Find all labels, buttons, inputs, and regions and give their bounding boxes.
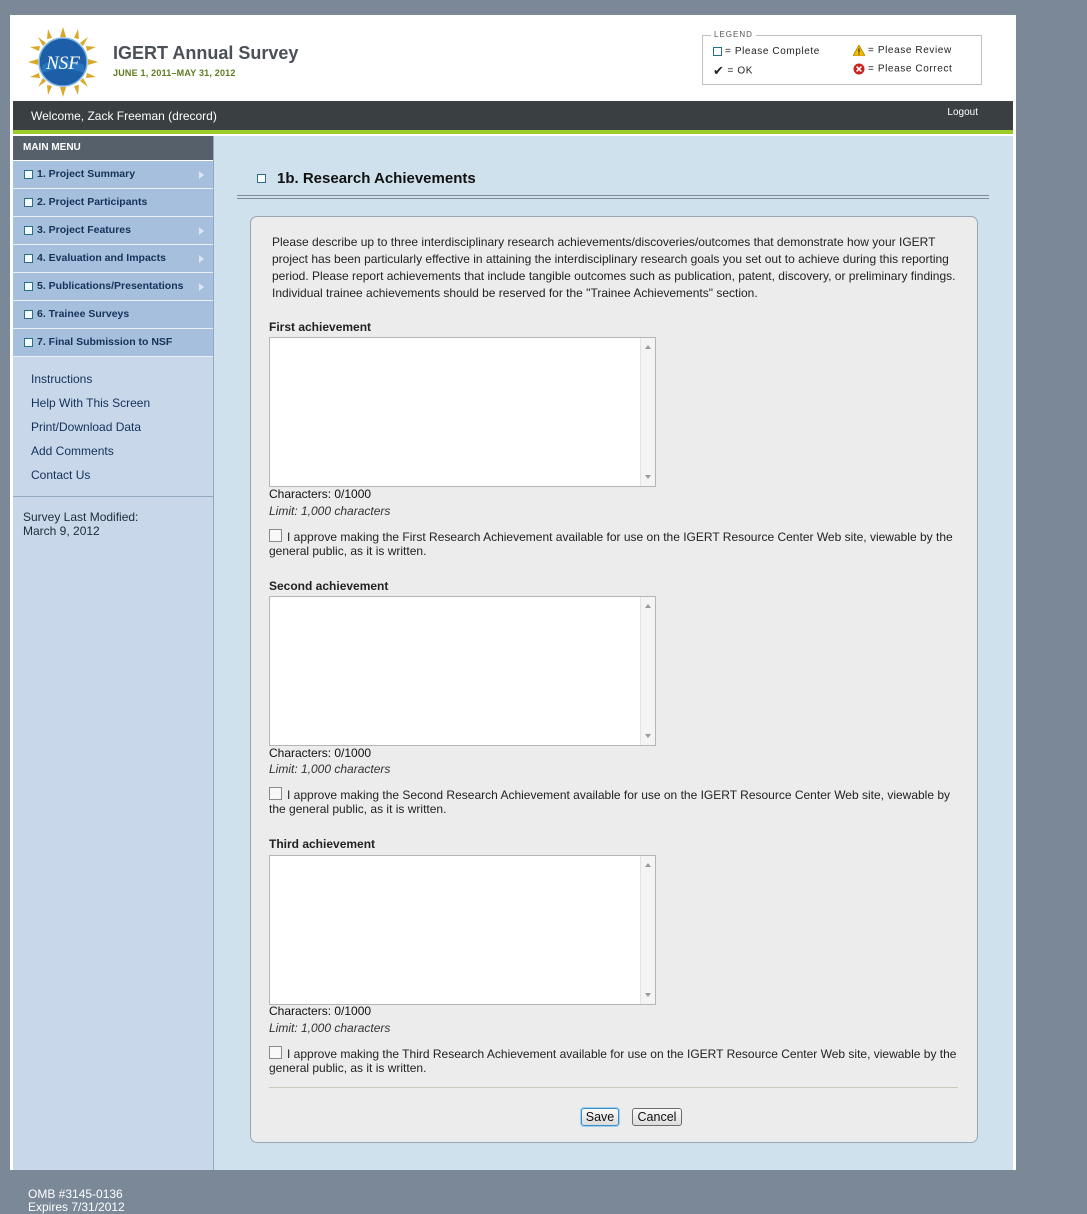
welcome-bar	[13, 101, 1013, 134]
scroll-down-icon[interactable]	[645, 475, 651, 479]
second-approve-checkbox[interactable]	[269, 787, 282, 800]
first-approve-label: I approve making the First Research Achievement available for use on the IGERT Resource Center Web site, viewable by the general public, as it is written.	[269, 530, 953, 558]
page-title	[257, 170, 476, 187]
legend-ok	[713, 63, 753, 79]
status-box-icon	[257, 174, 266, 183]
form-panel	[250, 216, 978, 1143]
contact-us-link[interactable]: Contact Us	[31, 468, 91, 482]
scroll-up-icon[interactable]	[645, 863, 651, 867]
second-achievement-label: Second achievement	[269, 579, 389, 593]
arrow-right-icon	[199, 255, 204, 263]
expiration-date: Expires 7/31/2012	[28, 1200, 125, 1214]
status-box-icon	[24, 254, 33, 263]
scrollbar[interactable]	[640, 597, 655, 745]
page-title-text: 1b. Research Achievements	[277, 170, 476, 187]
first-achievement-textarea[interactable]	[270, 338, 640, 484]
character-limit: Limit: 1,000 characters	[269, 762, 391, 776]
legend-ok-label: = OK	[727, 65, 753, 77]
print-download-link[interactable]: Print/Download Data	[31, 420, 142, 434]
cancel-button[interactable]: Cancel	[632, 1108, 682, 1126]
help-link[interactable]: Help With This Screen	[31, 396, 151, 410]
legend-please-complete	[713, 46, 820, 57]
character-limit: Limit: 1,000 characters	[269, 504, 391, 518]
survey-last-modified	[13, 497, 213, 538]
empty-box-icon	[713, 47, 722, 56]
legend-title: LEGEND	[711, 30, 756, 39]
warning-icon	[853, 45, 865, 56]
last-modified-date: March 9, 2012	[23, 524, 100, 538]
menu-item-evaluation-impacts[interactable]	[13, 245, 213, 273]
status-box-icon	[24, 170, 33, 179]
menu-item-label: 7. Final Submission to NSF	[37, 336, 173, 348]
save-button[interactable]: Save	[581, 1108, 619, 1126]
status-box-icon	[24, 198, 33, 207]
add-comments-link[interactable]: Add Comments	[31, 444, 114, 458]
scroll-up-icon[interactable]	[645, 345, 651, 349]
divider	[237, 198, 989, 199]
status-box-icon	[24, 310, 33, 319]
arrow-right-icon	[199, 227, 204, 235]
third-achievement-field[interactable]	[269, 855, 656, 1005]
main-content	[214, 136, 1013, 1170]
sidebar-links	[13, 357, 213, 497]
status-box-icon	[24, 338, 33, 347]
second-approve-row	[269, 787, 959, 816]
scroll-up-icon[interactable]	[645, 604, 651, 608]
first-approve-row	[269, 529, 959, 558]
third-achievement-label: Third achievement	[269, 837, 376, 851]
legend	[702, 30, 982, 85]
legend-please-complete-label: = Please Complete	[725, 46, 820, 57]
menu-item-label: 1. Project Summary	[37, 168, 136, 180]
menu-item-label: 4. Evaluation and Impacts	[37, 252, 166, 264]
legend-please-review	[853, 45, 952, 56]
status-box-icon	[24, 282, 33, 291]
error-icon	[853, 63, 865, 75]
last-modified-label: Survey Last Modified:	[23, 510, 139, 524]
app-title: IGERT Annual Survey	[113, 43, 299, 63]
reporting-period: JUNE 1, 2011–MAY 31, 2012	[113, 68, 236, 78]
menu-item-project-features[interactable]	[13, 217, 213, 245]
logo-text: NSF	[46, 53, 80, 74]
welcome-text: Welcome, Zack Freeman (drecord)	[31, 109, 217, 123]
character-count: Characters: 0/1000	[269, 487, 372, 501]
omb-number: OMB #3145-0136	[28, 1187, 123, 1201]
menu-item-publications[interactable]	[13, 273, 213, 301]
nsf-logo	[28, 27, 98, 97]
menu-item-project-participants[interactable]	[13, 189, 213, 217]
scroll-down-icon[interactable]	[645, 734, 651, 738]
scrollbar[interactable]	[640, 856, 655, 1004]
instructions-text: Please describe up to three interdisciplinary research achievements/discoveries/outcomes that demonstrate how your IGERT project has been particularly effective in attaining the interdisciplinary research goals you set out to achieve during this reporting period. Please report achievements that include tangible outcomes such as publication, patent, discovery, or preliminary findings. Individual trainee achievements should be reserved for the "Trainee Achievements" section.	[272, 235, 956, 300]
checkmark-icon: ✔	[713, 63, 725, 78]
menu-item-label: 3. Project Features	[37, 224, 131, 236]
divider	[269, 1087, 958, 1088]
character-count: Characters: 0/1000	[269, 746, 372, 760]
second-achievement-field[interactable]	[269, 596, 656, 746]
main-menu-title: MAIN MENU	[13, 136, 213, 161]
status-box-icon	[24, 226, 33, 235]
scroll-down-icon[interactable]	[645, 993, 651, 997]
instructions-link[interactable]: Instructions	[31, 372, 93, 386]
arrow-right-icon	[199, 283, 204, 291]
menu-item-project-summary[interactable]	[13, 161, 213, 189]
legend-please-review-label: = Please Review	[868, 45, 952, 57]
scrollbar[interactable]	[640, 338, 655, 486]
menu-item-label: 5. Publications/Presentations	[37, 280, 184, 292]
third-approve-row	[269, 1046, 959, 1075]
character-count: Characters: 0/1000	[269, 1004, 372, 1018]
logout-link[interactable]: Logout	[947, 107, 978, 118]
first-achievement-field[interactable]	[269, 337, 656, 487]
second-achievement-textarea[interactable]	[270, 597, 640, 743]
menu-item-trainee-surveys[interactable]	[13, 301, 213, 329]
legend-please-correct-label: = Please Correct	[868, 63, 953, 75]
legend-please-correct	[853, 63, 952, 75]
third-achievement-textarea[interactable]	[270, 856, 640, 1002]
character-limit: Limit: 1,000 characters	[269, 1021, 391, 1035]
arrow-right-icon	[199, 171, 204, 179]
second-approve-label: I approve making the Second Research Achievement available for use on the IGERT Resource Center Web site, viewable by the general public, as it is written.	[269, 788, 951, 816]
third-approve-checkbox[interactable]	[269, 1046, 282, 1059]
sidebar	[13, 136, 214, 1170]
first-approve-checkbox[interactable]	[269, 529, 282, 542]
footer	[28, 1188, 125, 1214]
header	[10, 15, 1016, 101]
third-approve-label: I approve making the Third Research Achievement available for use on the IGERT Resource Center Web site, viewable by the general public, as it is written.	[269, 1047, 957, 1075]
first-achievement-label: First achievement	[269, 320, 372, 334]
menu-item-label: 2. Project Participants	[37, 196, 148, 208]
menu-item-label: 6. Trainee Surveys	[37, 308, 130, 320]
menu-item-final-submission[interactable]	[13, 329, 213, 357]
divider	[237, 195, 989, 196]
page-frame	[10, 15, 1016, 1170]
